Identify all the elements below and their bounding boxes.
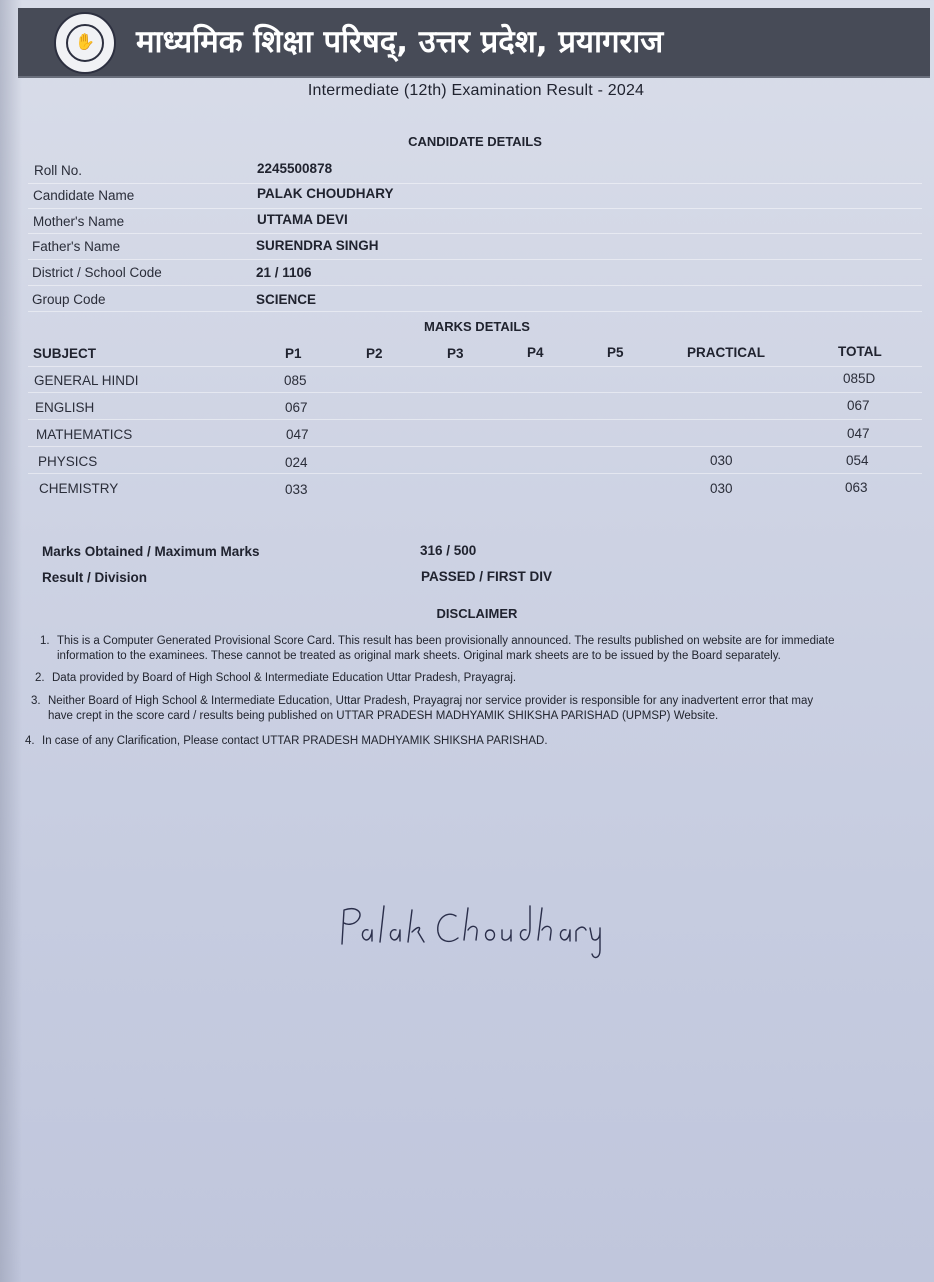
disclaimer-heading: DISCLAIMER bbox=[436, 606, 518, 621]
col-practical: PRACTICAL bbox=[687, 345, 765, 360]
col-p3: P3 bbox=[447, 346, 464, 361]
board-banner bbox=[18, 8, 930, 76]
disclaimer-item: 2. Data provided by Board of High School & Intermediate Education Uttar Pradesh, Prayagraj. bbox=[35, 672, 517, 684]
up-government-emblem-icon: ✋ bbox=[54, 12, 116, 74]
table-row-p1: 085 bbox=[284, 373, 307, 388]
table-row-p1: 024 bbox=[285, 455, 308, 470]
table-row-practical: 030 bbox=[710, 481, 733, 496]
result-division-label: Result / Division bbox=[42, 570, 148, 585]
disclaimer-item: 1. This is a Computer Generated Provisional Score Card. This result has been provisionally announced. The results published on website are for immediate information to the examinees. These cannot be treated as original mark sheets. Original mark sheets are to be issued by the Board separately. bbox=[40, 635, 835, 662]
table-row-p1: 067 bbox=[285, 400, 308, 415]
table-row-subject: MATHEMATICS bbox=[36, 427, 133, 442]
col-p1: P1 bbox=[285, 346, 302, 361]
roll-no-value: 2245500878 bbox=[257, 161, 333, 176]
table-row-subject: GENERAL HINDI bbox=[34, 373, 139, 388]
group-code-label: Group Code bbox=[32, 292, 106, 307]
candidate-name-label: Candidate Name bbox=[33, 188, 135, 203]
district-school-code-label: District / School Code bbox=[32, 265, 162, 280]
group-code-value: SCIENCE bbox=[256, 292, 317, 307]
table-row-total: 054 bbox=[846, 453, 869, 468]
table-row-subject: CHEMISTRY bbox=[39, 481, 119, 496]
table-row-total: 047 bbox=[847, 426, 870, 441]
board-title: माध्यमिक शिक्षा परिषद्, उत्तर प्रदेश, प्रयागराज bbox=[136, 24, 664, 60]
disclaimer-item: 3. Neither Board of High School & Intermediate Education, Uttar Pradesh, Prayagraj nor service provider is responsible for any inadvertent error that may have crept in the score card / results being published on UTTAR PRADESH MADHYAMIK SHIKSHA PARISHAD (UPMSP) Website. bbox=[31, 695, 814, 722]
handwritten-signature bbox=[334, 898, 614, 962]
mother-name-label: Mother's Name bbox=[33, 214, 125, 229]
mother-name-value: UTTAMA DEVI bbox=[257, 212, 348, 227]
disclaimer-item: 4. In case of any Clarification, Please contact UTTAR PRADESH MADHYAMIK SHIKSHA PARISHAD. bbox=[25, 735, 548, 747]
table-row-subject: ENGLISH bbox=[35, 400, 95, 415]
paper-fold-shadow bbox=[0, 0, 22, 1282]
result-division-value: PASSED / FIRST DIV bbox=[421, 569, 553, 584]
district-school-code-value: 21 / 1106 bbox=[256, 265, 312, 280]
table-row-p1: 047 bbox=[286, 427, 309, 442]
col-p5: P5 bbox=[607, 345, 624, 360]
candidate-details-heading: CANDIDATE DETAILS bbox=[408, 134, 542, 149]
col-p4: P4 bbox=[527, 345, 544, 360]
table-row-total: 085D bbox=[843, 371, 876, 386]
col-p2: P2 bbox=[366, 346, 383, 361]
father-name-label: Father's Name bbox=[32, 239, 121, 254]
roll-no-label: Roll No. bbox=[34, 163, 83, 178]
exam-title: Intermediate (12th) Examination Result - 2024 bbox=[307, 82, 645, 99]
col-subject: SUBJECT bbox=[33, 346, 97, 361]
marks-obtained-value: 316 / 500 bbox=[420, 543, 477, 558]
col-total: TOTAL bbox=[838, 344, 882, 359]
table-row-total: 067 bbox=[847, 398, 870, 413]
table-row-subject: PHYSICS bbox=[38, 454, 98, 469]
table-row-total: 063 bbox=[845, 480, 868, 495]
father-name-value: SURENDRA SINGH bbox=[256, 238, 379, 253]
marks-obtained-label: Marks Obtained / Maximum Marks bbox=[42, 544, 260, 559]
table-row-practical: 030 bbox=[710, 453, 733, 468]
table-row-p1: 033 bbox=[285, 482, 308, 497]
candidate-name-value: PALAK CHOUDHARY bbox=[257, 186, 394, 201]
marks-details-heading: MARKS DETAILS bbox=[424, 319, 530, 334]
